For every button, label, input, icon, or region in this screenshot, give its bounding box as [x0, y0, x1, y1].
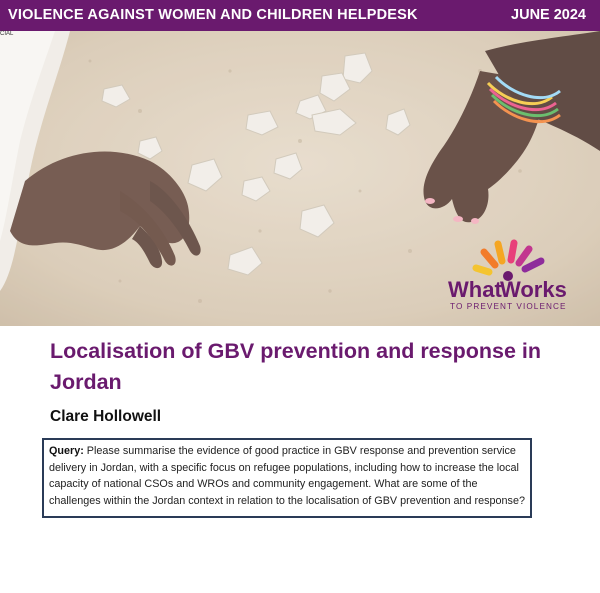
document-author: Clare Hollowell — [50, 408, 162, 425]
whatworks-logo — [440, 225, 600, 315]
query-box — [42, 438, 532, 518]
document-title: Localisation of GBV prevention and response in Jordan — [50, 339, 541, 394]
classification-tag: CIAL — [0, 31, 14, 37]
publication-date: JUNE 2024 — [511, 7, 586, 23]
header-bar — [0, 0, 600, 31]
query-text: Please summarise the evidence of good practice in GBV response and prevention service delivery in Jordan, with a specific focus on refugee populations, including how to increase the local capacity of national CSOs and WROs and community engagement. What are some of the challenges within the Jordan context in relation to the localisation of GBV prevention and response? — [49, 445, 525, 507]
series-title: VIOLENCE AGAINST WOMEN AND CHILDREN HELPDESK — [8, 7, 418, 23]
query-label: Query: — [49, 445, 84, 457]
logo-tagline: TO PREVENT VIOLENCE — [450, 302, 567, 311]
logo-works: Works — [500, 277, 567, 302]
logo-what: What — [448, 277, 502, 302]
sunburst-logo-icon — [440, 225, 600, 315]
